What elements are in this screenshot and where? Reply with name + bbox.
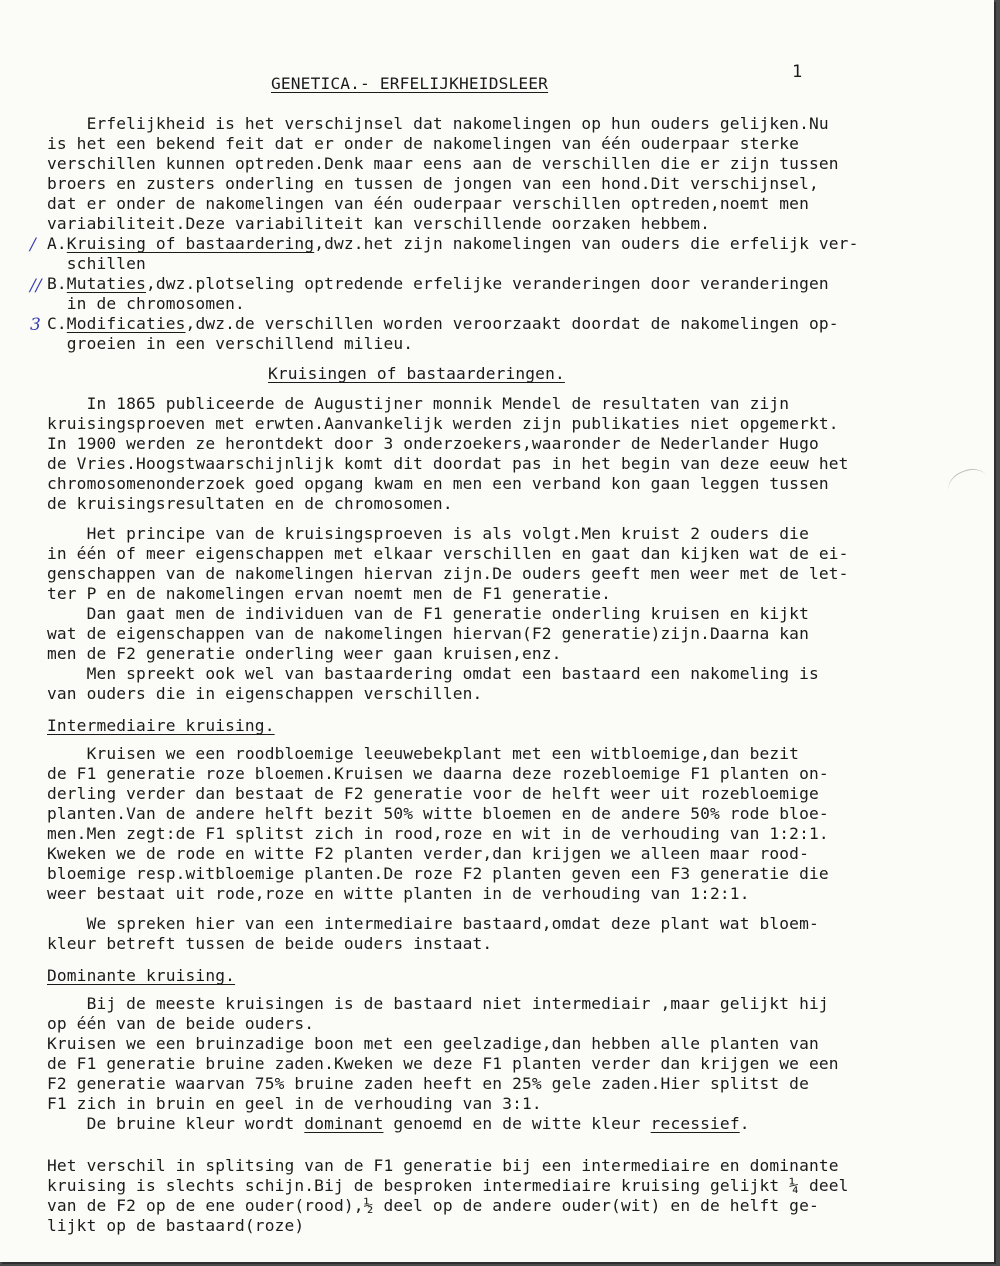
paragraph-line: Bij de meeste kruisingen is de bastaard niet intermediair ,maar gelijkt hij bbox=[47, 994, 829, 1013]
paragraph-line: Kruisen we een bruinzadige boon met een geelzadige,dan hebben alle planten van bbox=[47, 1034, 819, 1053]
section-heading: Kruisingen of bastaarderingen. bbox=[268, 364, 565, 383]
dominant-line bbox=[47, 1114, 750, 1134]
paragraph-line: op één van de beide ouders. bbox=[47, 1014, 315, 1033]
paragraph-line: men.Men zegt:de F1 splitst zich in rood,roze en wit in de verhouding van 1:2:1. bbox=[47, 824, 829, 843]
list-item-b bbox=[47, 274, 829, 294]
term-recessief: recessief bbox=[650, 1114, 740, 1133]
list-item-a-cont: schillen bbox=[47, 254, 146, 273]
paragraph-line: We spreken hier van een intermediaire bastaard,omdat deze plant wat bloem- bbox=[47, 914, 819, 933]
list-item-c-cont: groeien in een verschillend milieu. bbox=[47, 334, 414, 353]
paragraph-line: Het principe van de kruisingsproeven is als volgt.Men kruist 2 ouders die bbox=[47, 524, 809, 543]
paragraph-line: In 1865 publiceerde de Augustijner monnik Mendel de resultaten van zijn bbox=[47, 394, 790, 413]
paragraph-line: weer bestaat uit rode,roze en witte planten in de verhouding van 1:2:1. bbox=[47, 884, 750, 903]
paragraph-line: kruisingsproeven met erwten.Aanvankelijk werden zijn publikaties niet opgemerkt. bbox=[47, 414, 839, 433]
paragraph-line: bloemige resp.witbloemige planten.De roze F2 planten geven een F3 generatie die bbox=[47, 864, 829, 883]
paragraph-line: de F1 generatie bruine zaden.Kweken we deze F1 planten verder dan krijgen we een bbox=[47, 1054, 839, 1073]
item-text: ,dwz.plotseling optredende erfelijke veranderingen door veranderingen bbox=[145, 274, 829, 293]
paragraph-line: planten.Van de andere helft bezit 50% witte bloemen en de andere 50% rode bloe- bbox=[47, 804, 829, 823]
paragraph-line: F2 generatie waarvan 75% bruine zaden heeft en 25% gele zaden.Hier splitst de bbox=[47, 1074, 809, 1093]
page-number: 1 bbox=[792, 62, 803, 82]
paragraph-line: de Vries.Hoogstwaarschijnlijk komt dit doordat pas in het begin van deze eeuw het bbox=[47, 454, 849, 473]
paragraph-line: chromosomenonderzoek goed opgang kwam en men een verband kon gaan leggen tussen bbox=[47, 474, 829, 493]
margin-mark: // bbox=[30, 276, 42, 296]
paragraph-line: In 1900 werden ze herontdekt door 3 onderzoekers,waaronder de Nederlander Hugo bbox=[47, 434, 819, 453]
item-term: Mutaties bbox=[66, 274, 146, 293]
paragraph-line: wat de eigenschappen van de nakomelingen hiervan(F2 generatie)zijn.Daarna kan bbox=[47, 624, 809, 643]
intro-line: Erfelijkheid is het verschijnsel dat nakomelingen op hun ouders gelijken.Nu bbox=[47, 114, 829, 133]
paragraph-line: men de F2 generatie onderling weer gaan kruisen,enz. bbox=[47, 644, 562, 663]
paragraph-line: de F1 generatie roze bloemen.Kruisen we daarna deze rozebloemige F1 planten on- bbox=[47, 764, 829, 783]
item-text: ,dwz.de verschillen worden veroorzaakt doordat de nakomelingen op- bbox=[185, 314, 839, 333]
item-letter: B. bbox=[47, 274, 67, 293]
term-dominant: dominant bbox=[304, 1114, 384, 1133]
item-term: Modificaties bbox=[66, 314, 186, 333]
intro-line: verschillen kunnen optreden.Denk maar eens aan de verschillen die er zijn tussen bbox=[47, 154, 839, 173]
intro-line: is het een bekend feit dat er onder de nakomelingen van één ouderpaar sterke bbox=[47, 134, 800, 153]
paragraph-line: Kweken we de rode en witte F2 planten verder,dan krijgen we alleen maar rood- bbox=[47, 844, 809, 863]
paragraph-line: de kruisingsresultaten en de chromosomen. bbox=[47, 494, 453, 513]
paragraph-line: derling verder dan bestaat de F2 generatie voor de helft weer uit rozebloemige bbox=[47, 784, 819, 803]
margin-mark: / bbox=[30, 235, 36, 255]
item-letter: A. bbox=[47, 234, 67, 253]
paragraph-line: Dan gaat men de individuen van de F1 generatie onderling kruisen en kijkt bbox=[47, 604, 809, 623]
margin-mark: 3 bbox=[30, 315, 41, 335]
document-title: GENETICA.- ERFELIJKHEIDSLEER bbox=[271, 74, 549, 93]
paragraph-line: genschappen van de nakomelingen hiervan zijn.De ouders geeft men weer met de let- bbox=[47, 564, 849, 583]
intro-line: dat er onder de nakomelingen van één ouderpaar verschillen optreden,noemt men bbox=[47, 194, 809, 213]
list-item-a bbox=[47, 234, 858, 254]
paragraph-line: van ouders die in eigenschappen verschillen. bbox=[47, 684, 483, 703]
intro-line: variabiliteit.Deze variabiliteit kan verschillende oorzaken hebbem. bbox=[47, 214, 711, 233]
paragraph-line: F1 zich in bruin en geel in de verhouding van 3:1. bbox=[47, 1094, 542, 1113]
text-run: De bruine kleur wordt bbox=[47, 1114, 305, 1133]
paragraph-line: Het verschil in splitsing van de F1 generatie bij een intermediaire en dominante bbox=[47, 1156, 839, 1175]
section-heading: Intermediaire kruising. bbox=[47, 716, 275, 735]
text-run: genoemd en de witte kleur bbox=[383, 1114, 651, 1133]
item-term: Kruising of bastaardering bbox=[66, 234, 315, 253]
section-heading: Dominante kruising. bbox=[47, 966, 236, 985]
list-item-c bbox=[47, 314, 839, 334]
paragraph-line: in één of meer eigenschappen met elkaar verschillen en gaat dan kijken wat de ei- bbox=[47, 544, 849, 563]
list-item-b-cont: in de chromosomen. bbox=[47, 294, 245, 313]
paragraph-line: Men spreekt ook wel van bastaardering omdat een bastaard een nakomeling is bbox=[47, 664, 819, 683]
paragraph-line: lijkt op de bastaard(roze) bbox=[47, 1216, 305, 1235]
paragraph-line: ter P en de nakomelingen ervan noemt men de F1 generatie. bbox=[47, 584, 612, 603]
paragraph-line: kruising is slechts schijn.Bij de besproken intermediaire kruising gelijkt ¼ deel bbox=[47, 1176, 849, 1195]
intro-line: broers en zusters onderling en tussen de jongen van een hond.Dit verschijnsel, bbox=[47, 174, 819, 193]
paragraph-line: kleur betreft tussen de beide ouders instaat. bbox=[47, 934, 493, 953]
item-text: ,dwz.het zijn nakomelingen van ouders die erfelijk ver- bbox=[314, 234, 859, 253]
item-letter: C. bbox=[47, 314, 67, 333]
text-run: . bbox=[739, 1114, 750, 1133]
paragraph-line: Kruisen we een roodbloemige leeuwebekplant met een witbloemige,dan bezit bbox=[47, 744, 800, 763]
paragraph-line: van de F2 op de ene ouder(rood),½ deel op de andere ouder(wit) en de helft ge- bbox=[47, 1196, 819, 1215]
paper-crease bbox=[945, 464, 992, 503]
